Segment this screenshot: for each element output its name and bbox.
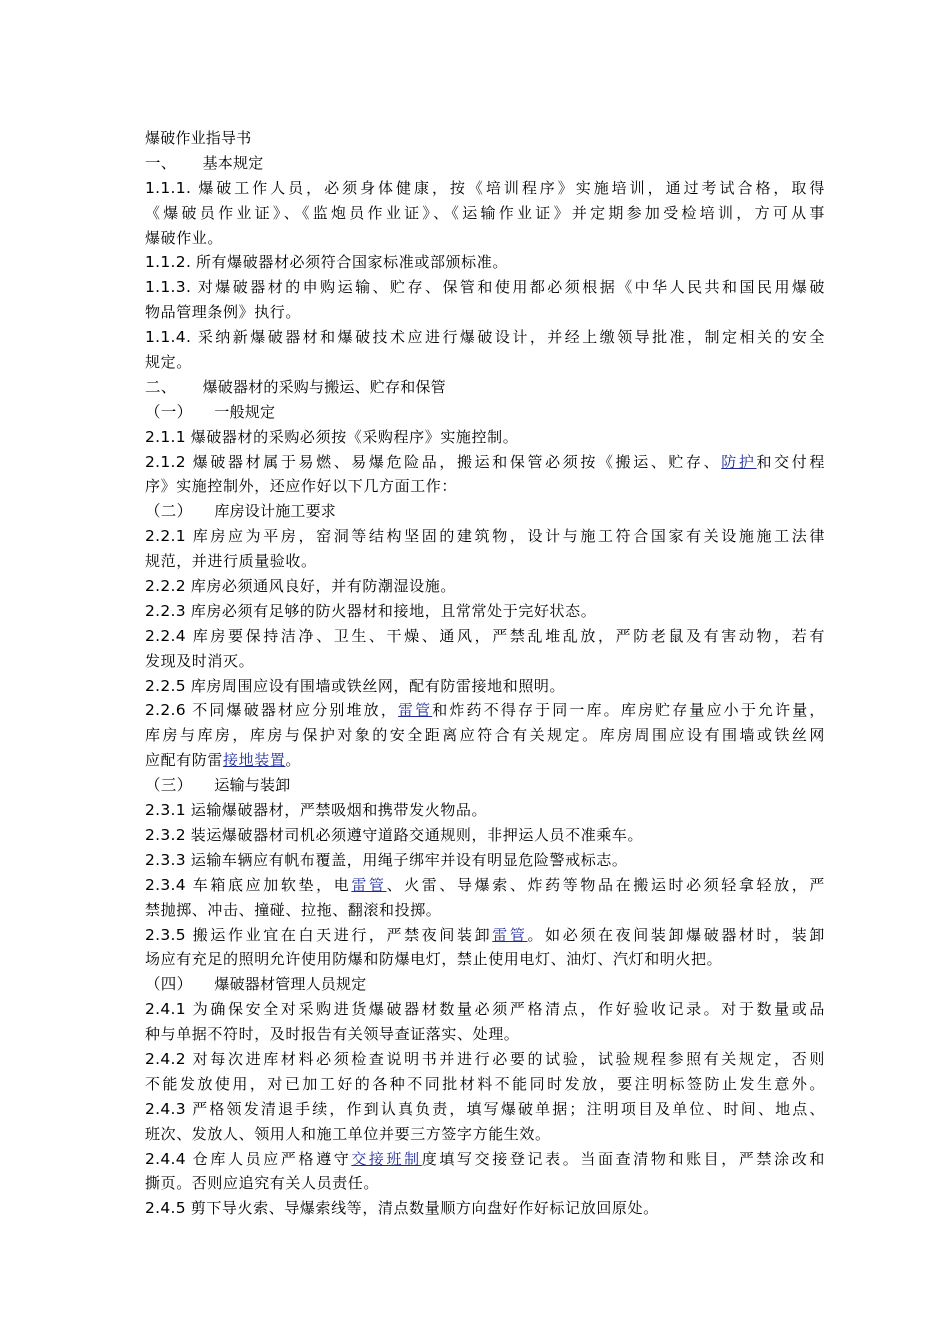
paragraph-line <box>145 1047 825 1072</box>
text-segment: 装运爆破器材司机必须遵守道路交通规则，非押运人员不准乘车。 <box>190 825 644 844</box>
paragraph-line <box>145 524 825 549</box>
text-segment: 。 <box>285 751 302 770</box>
clause-number: 2.4.3 <box>145 1099 186 1118</box>
clause-number: 1.1.2. <box>145 253 192 272</box>
text-segment: 严格领发清退手续，作到认真负责，填写爆破单据；注明项目及单位、时间、地点、 <box>192 1099 825 1118</box>
text-segment: 搬运作业宜在白天进行，严禁夜间装卸 <box>192 925 493 944</box>
paragraph-line <box>145 599 825 624</box>
text-segment: 为确保安全对采购进货爆破器材数量必须严格清点，作好验收记录。对于数量或品 <box>192 1000 825 1019</box>
paragraph-line <box>145 1097 825 1122</box>
paragraph-line <box>145 1072 825 1097</box>
section-heading <box>145 375 825 400</box>
paragraph-line <box>145 823 825 848</box>
clause-number: 2.3.3 <box>145 850 186 869</box>
paragraph-line <box>145 450 825 475</box>
text-segment: 爆破工作人员，必须身体健康，按《培训程序》实施培训，通过考试合格，取得 <box>198 178 825 197</box>
section-heading <box>145 499 825 524</box>
paragraph-line <box>145 176 825 201</box>
text-segment: 不能发放使用，对已加工好的各种不同批材料不能同时发放，要注明标签防止发生意外。 <box>145 1074 825 1093</box>
document-title <box>145 126 825 151</box>
term-link[interactable]: 接地装置 <box>223 751 286 770</box>
clause-number: 2.4.1 <box>145 1000 186 1019</box>
clause-number: 2.3.5 <box>145 925 186 944</box>
text-segment: 车箱底应加软垫，电 <box>192 875 352 894</box>
clause-number: 2.4.5 <box>145 1199 186 1218</box>
term-link[interactable]: 雷管 <box>492 925 528 944</box>
text-segment: 运输爆破器材，严禁吸烟和携带发火物品。 <box>190 801 488 820</box>
clause-number: 2.1.2 <box>145 452 186 471</box>
paragraph-line <box>145 226 825 251</box>
text-segment: 所有爆破器材必须符合国家标准或部颁标准。 <box>195 253 508 272</box>
text-segment: 运输车辆应有帆布覆盖，用绳子绑牢并设有明显危险警戒标志。 <box>190 850 628 869</box>
text-segment: 对每次进库材料必须检查说明书并进行必要的试验，试验规程参照有关规定，否则 <box>192 1049 825 1068</box>
text-segment: 库房应为平房，窑洞等结构坚固的建筑物，设计与施工符合国家有关设施施工法律 <box>192 527 825 546</box>
text-segment: 爆破作业指导书 <box>145 129 252 147</box>
paragraph-line <box>145 674 825 699</box>
text-segment: 一般规定 <box>214 402 276 421</box>
paragraph-line <box>145 748 825 773</box>
paragraph-line <box>145 798 825 823</box>
text-segment: 爆破器材属于易燃、易爆危险品，搬运和保管必须按《搬运、贮存、 <box>192 452 722 471</box>
clause-number: 2.2.5 <box>145 676 186 695</box>
text-segment: 。如必须在夜间装卸爆破器材时，装卸 <box>527 925 825 944</box>
paragraph-line <box>145 350 825 375</box>
term-link[interactable]: 交接班制 <box>351 1149 422 1168</box>
paragraph-line <box>145 325 825 350</box>
paragraph-line <box>145 624 825 649</box>
paragraph-line <box>145 848 825 873</box>
text-segment: 种与单据不符时，及时报告有关领导查证落实、处理。 <box>145 1025 520 1044</box>
text-segment: 撕页。否则应追究有关人员责任。 <box>145 1174 380 1193</box>
document-body <box>145 126 825 1221</box>
text-segment: 规定。 <box>145 353 192 372</box>
paragraph-line <box>145 723 825 748</box>
paragraph-line <box>145 898 825 923</box>
clause-number: 2.4.2 <box>145 1049 186 1068</box>
paragraph-line <box>145 1022 825 1047</box>
section-heading <box>145 151 825 176</box>
paragraph-line <box>145 923 825 948</box>
term-link[interactable]: 雷管 <box>397 701 433 720</box>
text-segment: 度填写交接登记表。当面查清物和账目，严禁涂改和 <box>421 1149 825 1168</box>
clause-number: （一） <box>145 402 193 421</box>
section-heading <box>145 400 825 425</box>
text-segment: 采纳新爆破器材和爆破技术应进行爆破设计，并经上缴领导批准，制定相关的安全 <box>197 328 825 347</box>
clause-number: （四） <box>145 975 193 994</box>
text-segment: 和交付程 <box>756 452 825 471</box>
text-segment: 爆破作业。 <box>145 228 224 247</box>
clause-number: 2.2.3 <box>145 601 186 620</box>
clause-number: 2.3.2 <box>145 825 186 844</box>
paragraph-line <box>145 873 825 898</box>
text-segment: 场应有充足的照明允许使用防爆和防爆电灯，禁止使用电灯、油灯、汽灯和明火把。 <box>145 950 723 969</box>
paragraph-line <box>145 1147 825 1172</box>
text-segment: 库房要保持洁净、卫生、干燥、通风，严禁乱堆乱放，严防老鼠及有害动物，若有 <box>192 626 825 645</box>
paragraph-line <box>145 275 825 300</box>
clause-number: 2.2.6 <box>145 701 186 720</box>
text-segment: 库房周围应设有围墙或铁丝网，配有防雷接地和照明。 <box>190 676 566 695</box>
clause-number: 1.1.3. <box>145 278 192 297</box>
clause-number: （三） <box>145 776 193 795</box>
paragraph-line <box>145 1171 825 1196</box>
text-segment: 库房设计施工要求 <box>214 502 337 521</box>
paragraph-line <box>145 549 825 574</box>
text-segment: 不同爆破器材应分别堆放， <box>192 701 398 720</box>
text-segment: 爆破器材的采购与搬运、贮存和保管 <box>202 377 446 396</box>
text-segment: 基本规定 <box>202 153 264 172</box>
section-heading <box>145 972 825 997</box>
paragraph-line <box>145 698 825 723</box>
paragraph-line <box>145 1122 825 1147</box>
clause-number: 2.2.1 <box>145 527 186 546</box>
paragraph-line <box>145 997 825 1022</box>
clause-number: 2.1.1 <box>145 427 186 446</box>
clause-number: （二） <box>145 502 193 521</box>
clause-number: 2.3.1 <box>145 801 186 820</box>
text-segment: 库房必须通风良好，并有防潮湿设施。 <box>190 577 456 596</box>
paragraph-line <box>145 250 825 275</box>
text-segment: 应配有防雷 <box>145 751 224 770</box>
text-segment: 发现及时消灭。 <box>145 651 255 670</box>
text-segment: 仓库人员应严格遵守 <box>192 1149 352 1168</box>
text-segment: 爆破器材管理人员规定 <box>214 975 367 994</box>
term-link[interactable]: 雷管 <box>351 875 387 894</box>
section-heading <box>145 773 825 798</box>
clause-number: 1.1.4. <box>145 328 192 347</box>
text-segment: 和炸药不得存于同一库。库房贮存量应小于允许量， <box>432 701 825 720</box>
clause-number: 2.3.4 <box>145 875 186 894</box>
text-segment: 对爆破器材的申购运输、贮存、保管和使用都必须根据《中华人民共和国民用爆破 <box>197 278 825 297</box>
text-segment: 库房必须有足够的防火器材和接地，且常常处于完好状态。 <box>190 601 597 620</box>
paragraph-line <box>145 947 825 972</box>
term-link[interactable]: 防护 <box>721 452 757 471</box>
paragraph-line <box>145 300 825 325</box>
clause-number: 2.2.4 <box>145 626 186 645</box>
clause-number: 一、 <box>145 153 177 172</box>
text-segment: 《爆破员作业证》、《监炮员作业证》、《运输作业证》并定期参加受检培训，方可从事 <box>145 203 825 222</box>
text-segment: 物品管理条例》执行。 <box>145 303 302 322</box>
text-segment: 禁抛掷、冲击、撞碰、拉拖、翻滚和投掷。 <box>145 900 442 919</box>
text-segment: 爆破器材的采购必须按《采购程序》实施控制。 <box>190 427 519 446</box>
paragraph-line <box>145 574 825 599</box>
paragraph-line <box>145 1196 825 1221</box>
text-segment: 库房与库房，库房与保护对象的安全距离应符合有关规定。库房周围应设有围墙或铁丝网 <box>145 726 825 745</box>
text-segment: 运输与装卸 <box>214 776 291 795</box>
clause-number: 2.2.2 <box>145 577 186 596</box>
paragraph-line <box>145 201 825 226</box>
text-segment: 剪下导火索、导爆索线等，清点数量顺方向盘好作好标记放回原处。 <box>190 1199 659 1218</box>
paragraph-line <box>145 649 825 674</box>
text-segment: 序》实施控制外，还应作好以下几方面工作： <box>145 477 458 496</box>
paragraph-line <box>145 425 825 450</box>
clause-number: 二、 <box>145 377 177 396</box>
clause-number: 2.4.4 <box>145 1149 186 1168</box>
paragraph-line <box>145 474 825 499</box>
clause-number: 1.1.1. <box>145 178 192 197</box>
text-segment: 规范，并进行质量验收。 <box>145 552 317 571</box>
text-segment: 、火雷、导爆索、炸药等物品在搬运时必须轻拿轻放，严 <box>386 875 825 894</box>
text-segment: 班次、发放人、领用人和施工单位并要三方签字方能生效。 <box>145 1124 551 1143</box>
